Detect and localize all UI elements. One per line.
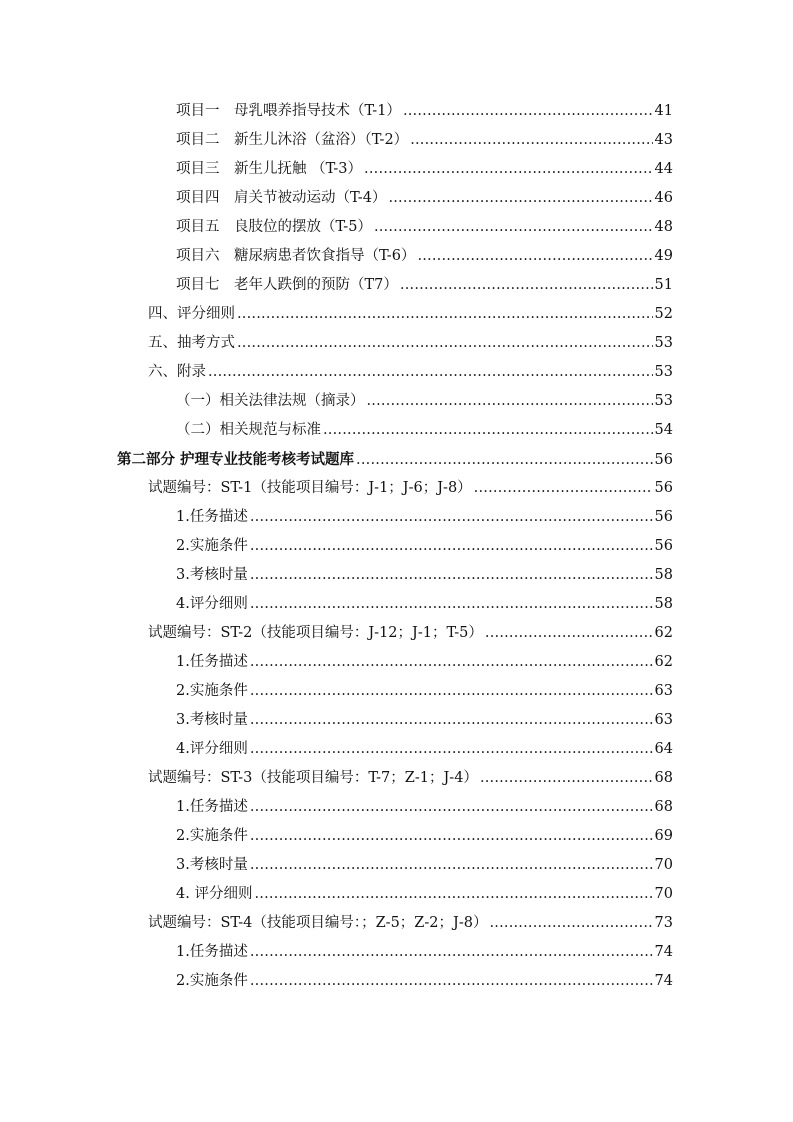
- dot-leader: [237, 300, 653, 329]
- toc-entry[interactable]: [176, 967, 673, 996]
- toc-entry[interactable]: [176, 155, 673, 184]
- toc-entry[interactable]: [176, 648, 673, 677]
- toc-entry[interactable]: [176, 822, 673, 851]
- toc-entry-page: 48: [654, 219, 673, 235]
- toc-entry-page: 63: [654, 683, 673, 699]
- dot-leader: [250, 706, 653, 735]
- dot-leader: [250, 561, 653, 590]
- toc-entry-page: 62: [654, 625, 673, 641]
- toc-entry-page: 54: [654, 422, 673, 438]
- toc-entry-title: 六、附录: [148, 364, 206, 380]
- toc-entry-page: 73: [654, 915, 673, 931]
- toc-entry-title: 试题编号：ST-3（技能项目编号：T-7；Z-1；J-4）: [148, 770, 478, 786]
- dot-leader: [356, 446, 653, 475]
- toc-entry-page: 52: [654, 306, 673, 322]
- dot-leader: [410, 126, 652, 155]
- toc-entry-page: 41: [654, 103, 673, 119]
- dot-leader: [388, 184, 652, 213]
- toc-entry-title: 试题编号：ST-2（技能项目编号：J-12；J-1；T-5）: [148, 625, 483, 641]
- toc-entry-title: 第二部分 护理专业技能考核考试题库: [117, 451, 355, 468]
- toc-entry-title: 2.实施条件: [176, 683, 248, 699]
- toc-entry[interactable]: [176, 706, 673, 735]
- toc-entry-page: 53: [654, 393, 673, 409]
- toc-entry-page: 69: [654, 828, 673, 844]
- toc-entry-title: 3.考核时量: [176, 712, 248, 728]
- toc-entry-page: 63: [654, 712, 673, 728]
- dot-leader: [250, 503, 653, 532]
- toc-entry[interactable]: [176, 677, 673, 706]
- toc-entry[interactable]: [176, 880, 673, 909]
- toc-entry-title: 4.评分细则: [176, 596, 248, 612]
- toc-entry[interactable]: [148, 300, 673, 329]
- toc-entry[interactable]: [176, 242, 673, 271]
- toc-entry-title: 四、评分细则: [148, 306, 235, 322]
- dot-leader: [400, 271, 653, 300]
- toc-entry-page: 53: [654, 335, 673, 351]
- toc-entry[interactable]: [176, 503, 673, 532]
- toc-entry[interactable]: [148, 329, 673, 358]
- dot-leader: [489, 909, 652, 938]
- toc-entry[interactable]: [176, 590, 673, 619]
- toc-entry-page: 49: [654, 248, 673, 264]
- dot-leader: [250, 590, 653, 619]
- toc-entry-page: 74: [654, 944, 673, 960]
- toc-entry-title: 1.任务描述: [176, 654, 248, 670]
- dot-leader: [403, 97, 653, 126]
- dot-leader: [250, 851, 653, 880]
- toc-entry[interactable]: [176, 97, 673, 126]
- toc-entry-page: 64: [654, 741, 673, 757]
- dot-leader: [250, 532, 653, 561]
- dot-leader: [250, 967, 653, 996]
- toc-entry[interactable]: [176, 271, 673, 300]
- toc-entry-page: 62: [654, 654, 673, 670]
- toc-entry-title: 项目六 糖尿病患者饮食指导（T-6）: [176, 248, 416, 264]
- dot-leader: [250, 793, 653, 822]
- toc-entry-title: 2.实施条件: [176, 973, 248, 989]
- toc-entry-page: 68: [654, 770, 673, 786]
- toc-entry-title: 项目四 肩关节被动运动（T-4）: [176, 190, 387, 206]
- toc-entry-title: （一）相关法律法规（摘录）: [176, 393, 365, 409]
- dot-leader: [417, 242, 652, 271]
- toc-entry[interactable]: [176, 938, 673, 967]
- toc-entry-page: 68: [654, 799, 673, 815]
- toc-entry-page: 44: [654, 161, 673, 177]
- toc-entry[interactable]: [176, 851, 673, 880]
- toc-entry[interactable]: [176, 387, 673, 416]
- toc-entry-title: 项目二 新生儿沐浴（盆浴）（T-2）: [176, 132, 409, 148]
- toc-entry-title: 项目一 母乳喂养指导技术（T-1）: [176, 103, 401, 119]
- toc-entry-page: 46: [654, 190, 673, 206]
- dot-leader: [237, 329, 653, 358]
- toc-entry[interactable]: [176, 213, 673, 242]
- dot-leader: [367, 387, 653, 416]
- toc-entry[interactable]: [148, 474, 673, 503]
- toc-entry[interactable]: [176, 793, 673, 822]
- toc-entry-title: 4.评分细则: [176, 741, 248, 757]
- toc-entry[interactable]: [148, 619, 673, 648]
- toc-entry-page: 56: [654, 509, 673, 525]
- dot-leader: [485, 619, 653, 648]
- toc-entry-page: 51: [654, 277, 673, 293]
- toc-entry-title: 4. 评分细则: [176, 886, 253, 902]
- toc-entry[interactable]: [176, 126, 673, 155]
- toc-entry-page: 58: [654, 596, 673, 612]
- toc-entry-page: 70: [654, 857, 673, 873]
- toc-entry-page: 74: [654, 973, 673, 989]
- dot-leader: [374, 213, 653, 242]
- toc-entry-page: 43: [654, 132, 673, 148]
- toc-entry-title: 项目七 老年人跌倒的预防（T7）: [176, 277, 398, 293]
- toc-entry-page: 56: [654, 480, 673, 496]
- toc-entry[interactable]: [148, 909, 673, 938]
- toc-entry-title: 1.任务描述: [176, 944, 248, 960]
- dot-leader: [250, 735, 653, 764]
- toc-entry-page: 56: [654, 452, 673, 468]
- toc-entry-page: 53: [654, 364, 673, 380]
- toc-entry-title: 试题编号：ST-4（技能项目编号：；Z-5；Z-2；J-8）: [148, 915, 488, 931]
- toc-entry-title: 3.考核时量: [176, 857, 248, 873]
- toc-entry-title: 1.任务描述: [176, 799, 248, 815]
- toc-entry[interactable]: [148, 358, 673, 387]
- toc-entry-page: 58: [654, 567, 673, 583]
- dot-leader: [208, 358, 653, 387]
- toc-entry[interactable]: [176, 184, 673, 213]
- dot-leader: [250, 938, 653, 967]
- toc-entry-title: 2.实施条件: [176, 538, 248, 554]
- toc-entry[interactable]: [176, 416, 673, 445]
- toc-entry[interactable]: [176, 561, 673, 590]
- dot-leader: [250, 648, 653, 677]
- toc-entry-title: 项目三 新生儿抚触 （T-3）: [176, 161, 363, 177]
- toc-entry-title: 2.实施条件: [176, 828, 248, 844]
- toc-entry-page: 70: [654, 886, 673, 902]
- toc-entry[interactable]: [176, 532, 673, 561]
- toc-entry-page: 56: [654, 538, 673, 554]
- toc-entry[interactable]: [176, 735, 673, 764]
- toc-entry-title: 3.考核时量: [176, 567, 248, 583]
- dot-leader: [480, 764, 653, 793]
- dot-leader: [323, 416, 653, 445]
- dot-leader: [250, 677, 653, 706]
- toc-entry-title: （二）相关规范与标准: [176, 422, 321, 438]
- dot-leader: [474, 474, 653, 503]
- toc-entry-title: 试题编号：ST-1（技能项目编号：J-1；J-6；J-8）: [148, 480, 472, 496]
- dot-leader: [254, 880, 652, 909]
- toc-entry[interactable]: [148, 764, 673, 793]
- dot-leader: [364, 155, 653, 184]
- toc-entry[interactable]: [117, 445, 673, 474]
- toc-entry-title: 项目五 良肢位的摆放（T-5）: [176, 219, 372, 235]
- toc-entry-title: 五、抽考方式: [148, 335, 235, 351]
- toc-entry-title: 1.任务描述: [176, 509, 248, 525]
- dot-leader: [250, 822, 653, 851]
